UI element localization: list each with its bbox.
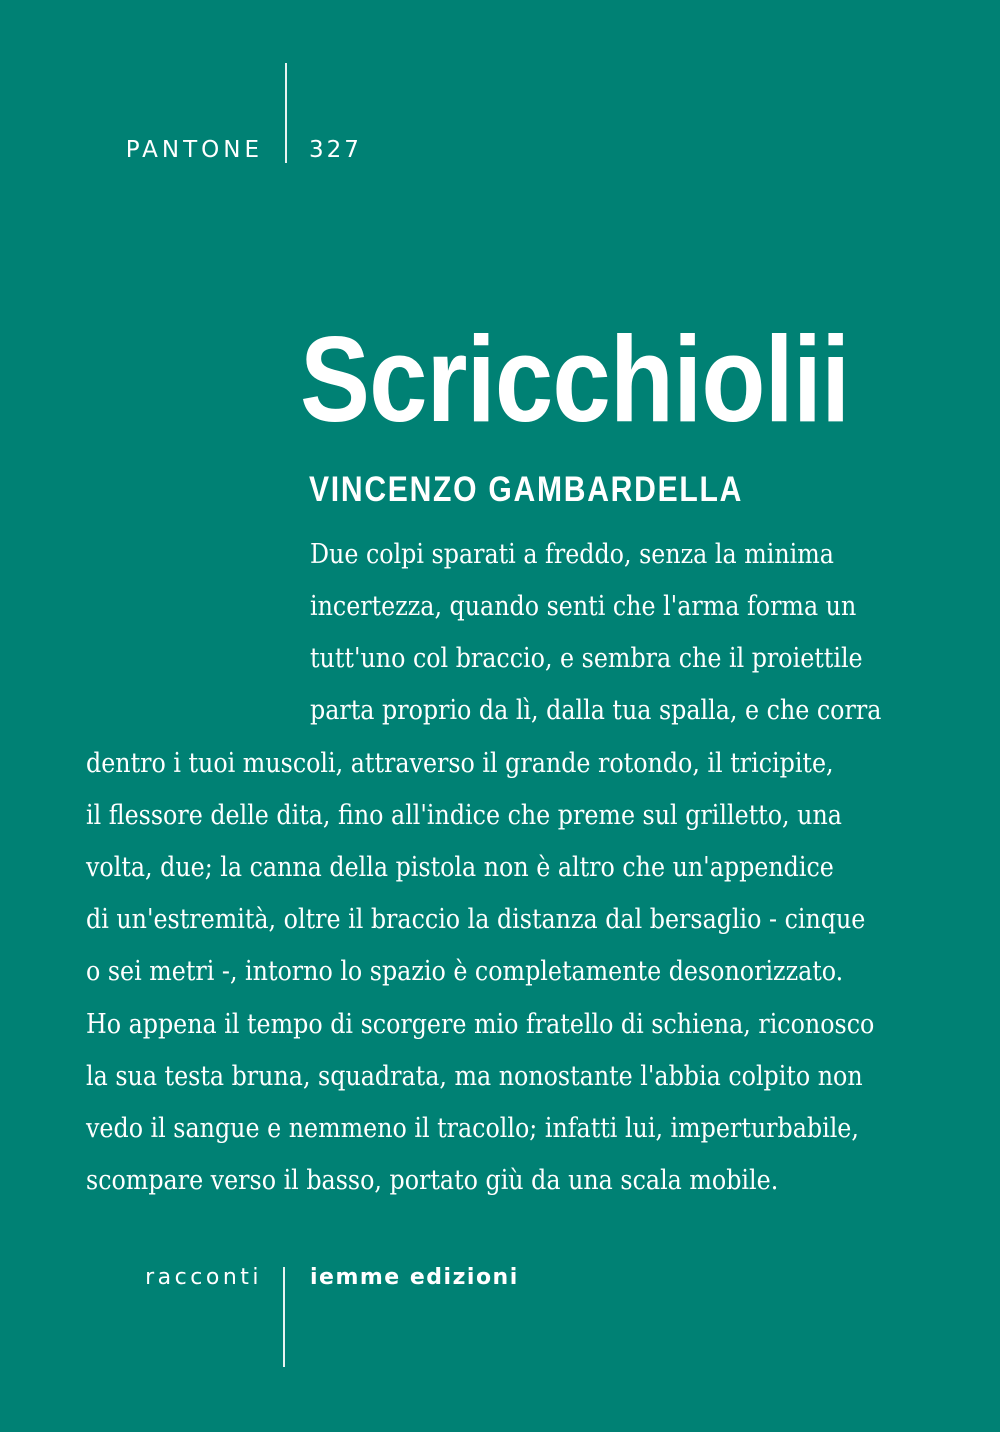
excerpt-line: volta, due; la canna della pistola non è altro che un'appendice xyxy=(86,852,834,883)
excerpt-line: scompare verso il basso, portato giù da una scala mobile. xyxy=(86,1165,779,1196)
excerpt-line: o sei metri -, intorno lo spazio è completamente desonorizzato. xyxy=(86,956,844,987)
excerpt-line: il flessore delle dita, fino all'indice che preme sul grilletto, una xyxy=(86,800,842,831)
excerpt-line: parta proprio da lì, dalla tua spalla, e che corra xyxy=(310,695,882,726)
genre-label: racconti xyxy=(145,1265,262,1290)
book-author: VINCENZO GAMBARDELLA xyxy=(309,470,744,509)
footer-divider xyxy=(283,1267,285,1367)
excerpt-line: dentro i tuoi muscoli, attraverso il grande rotondo, il tricipite, xyxy=(86,748,834,779)
excerpt-line: Ho appena il tempo di scorgere mio fratello di schiena, riconosco xyxy=(86,1009,875,1040)
excerpt-line: vedo il sangue e nemmeno il tracollo; infatti lui, imperturbabile, xyxy=(86,1113,859,1144)
header-divider xyxy=(285,63,287,163)
excerpt-line: tutt'uno col braccio, e sembra che il proiettile xyxy=(310,643,863,674)
excerpt-line: di un'estremità, oltre il braccio la distanza dal bersaglio - cinque xyxy=(86,904,866,935)
excerpt-line: la sua testa bruna, squadrata, ma nonostante l'abbia colpito non xyxy=(86,1061,863,1092)
publisher-name: iemme edizioni xyxy=(310,1265,519,1290)
excerpt-line: Due colpi sparati a freddo, senza la minima xyxy=(310,539,834,570)
excerpt-line: incertezza, quando senti che l'arma forma un xyxy=(310,591,857,622)
series-name: PANTONE xyxy=(125,137,263,163)
series-number: 327 xyxy=(309,137,362,163)
book-title: Scricchiolii xyxy=(300,311,850,447)
